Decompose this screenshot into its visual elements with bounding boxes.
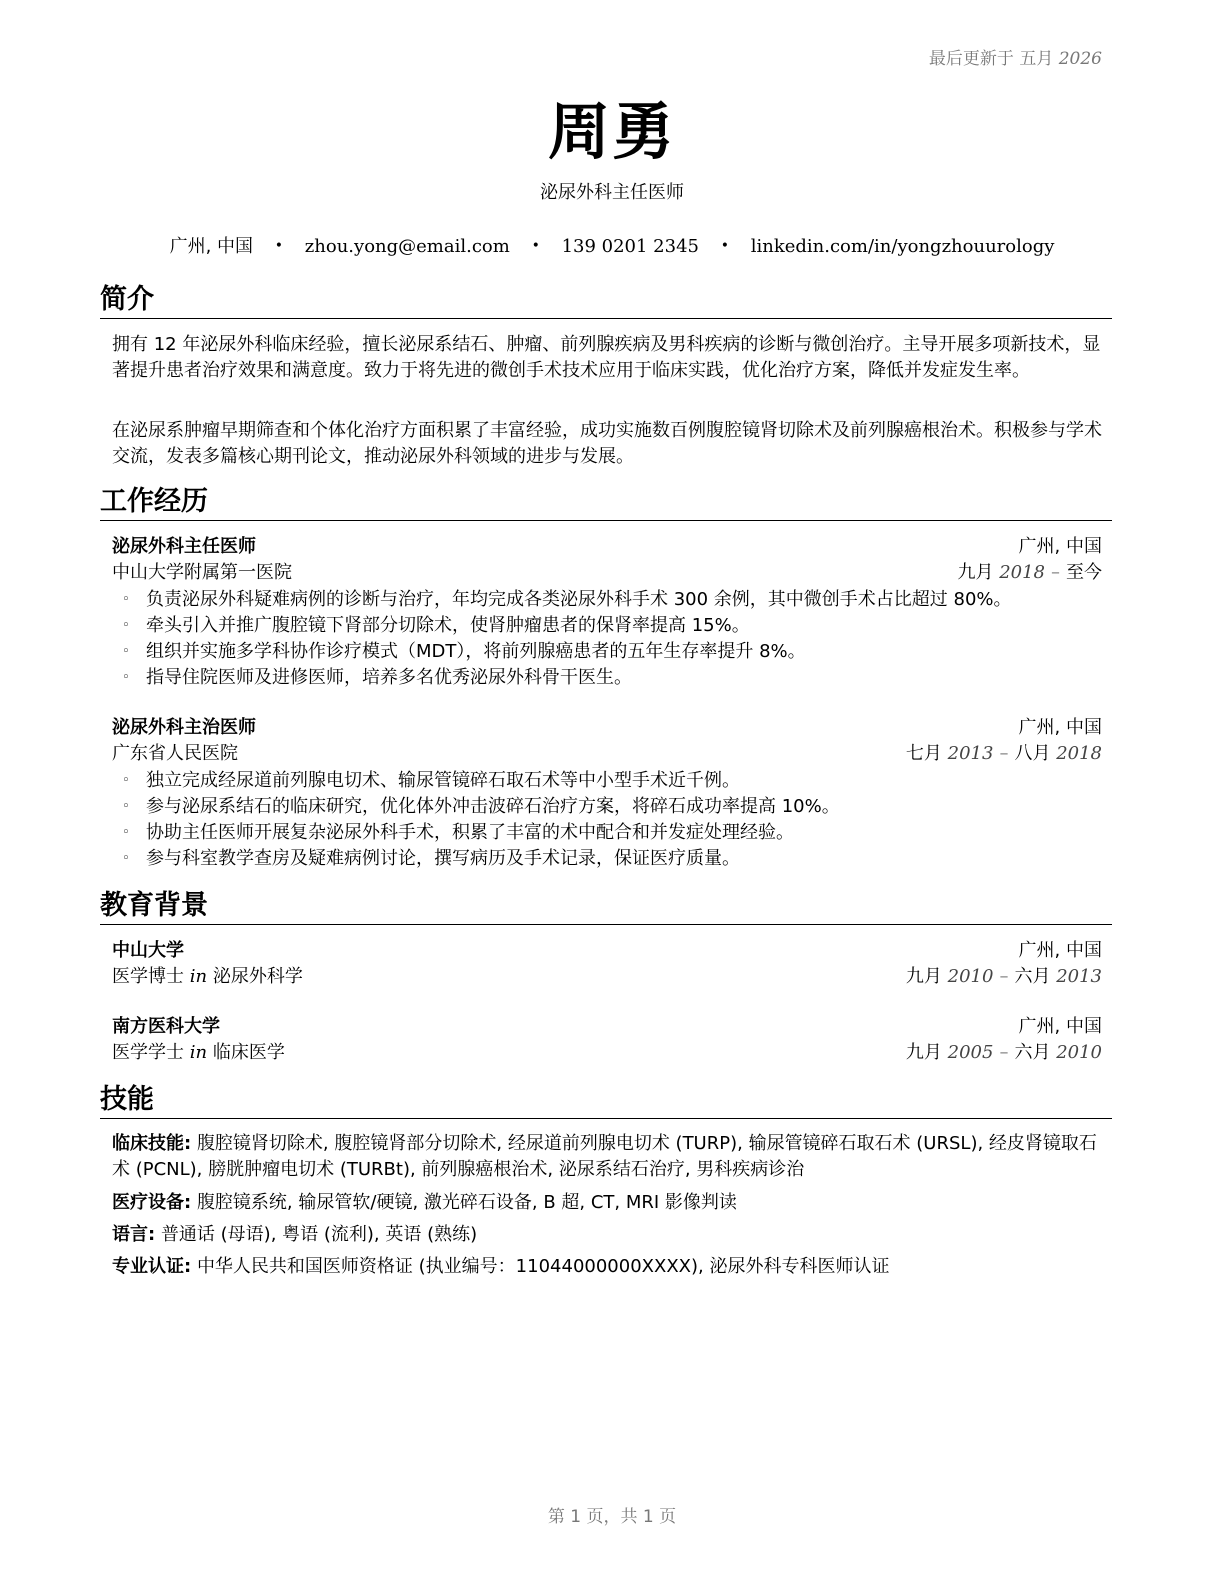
bullet-icon: ◦ — [122, 773, 130, 788]
bullet-text: 牵头引入并推广腹腔镜下肾部分切除术，使肾肿瘤患者的保肾率提高 15%。 — [146, 615, 750, 636]
section-title-education: 教育背景 — [100, 889, 1112, 925]
job-start-year: 2018 — [999, 562, 1045, 583]
list-item — [112, 846, 1102, 872]
bullet-text: 独立完成经尿道前列腺电切术、输尿管镜碎石取石术等中小型手术近千例。 — [146, 770, 740, 791]
job-end: 至今 — [1066, 562, 1102, 583]
contact-linkedin-link[interactable]: linkedin.com/in/yongzhouurology — [750, 236, 1055, 257]
skill-value: 腹腔镜系统, 输尿管软/硬镜, 激光碎石设备, B 超, CT, MRI 影像判读 — [196, 1192, 737, 1213]
skill-value: 腹腔镜肾切除术, 腹腔镜肾部分切除术, 经尿道前列腺电切术 (TURP), 输尿管镜碎石取石术 (URSL), 经皮肾镜取石术 (PCNL), 膀胱肿瘤电切术 (TURBt), 前列腺癌根治术, 泌尿系结石治疗, 男科疾病诊治 — [112, 1133, 1097, 1180]
contact-line — [0, 232, 1224, 258]
skill-key: 语言: — [112, 1224, 156, 1245]
job-start-year: 2013 — [947, 743, 994, 764]
school-degree: 医学学士 — [112, 1042, 184, 1063]
job-subheader — [112, 560, 1102, 586]
list-item — [112, 794, 1102, 820]
section-title-experience: 工作经历 — [100, 485, 1112, 521]
school-start-month: 九月 — [905, 966, 942, 987]
job-dates — [957, 560, 1102, 586]
job-start-month: 七月 — [905, 743, 942, 764]
job-bullets — [112, 587, 1102, 691]
contact-separator: • — [720, 238, 729, 254]
skill-row — [112, 1254, 1104, 1280]
job-end: 八月 — [1014, 743, 1051, 764]
bullet-icon: ◦ — [122, 618, 130, 633]
bullet-text: 负责泌尿外科疑难病例的诊断与治疗，年均完成各类泌尿外科手术 300 余例，其中微创手术占比超过 80%。 — [146, 589, 1012, 610]
job-subheader — [112, 741, 1102, 767]
contact-phone[interactable]: 139 0201 2345 — [561, 236, 699, 257]
bullet-icon: ◦ — [122, 644, 130, 659]
school-dates — [906, 1040, 1102, 1066]
school-field: 泌尿外科学 — [212, 966, 303, 987]
school-dates — [906, 964, 1102, 990]
skill-row — [112, 1131, 1104, 1183]
school-subheader — [112, 964, 1102, 990]
bullet-text: 参与科室教学查房及疑难病例讨论，撰写病历及手术记录，保证医疗质量。 — [146, 848, 740, 869]
job-position: 泌尿外科主治医师 — [112, 717, 256, 738]
contact-separator: • — [274, 238, 284, 254]
section-title-skills: 技能 — [100, 1083, 1112, 1119]
job-employer: 中山大学附属第一医院 — [112, 562, 292, 583]
school-subheader — [112, 1040, 1102, 1066]
date-dash: – — [999, 966, 1009, 987]
skill-value: 普通话 (母语), 粤语 (流利), 英语 (熟练) — [160, 1224, 478, 1245]
school-start-year: 2010 — [947, 966, 994, 987]
school-end-year: 2013 — [1056, 966, 1102, 987]
school-name: 南方医科大学 — [112, 1016, 220, 1037]
skill-row — [112, 1190, 1104, 1216]
school-location: 广州, 中国 — [1018, 1016, 1102, 1037]
summary-paragraph: 拥有 12 年泌尿外科临床经验，擅长泌尿系结石、肿瘤、前列腺疾病及男科疾病的诊断与微创治疗。主导开展多项新技术，显著提升患者治疗效果和满意度。致力于将先进的微创手术技术应用于临床实践，优化治疗方案，降低并发症发生率。 — [112, 334, 1101, 381]
job-end-year: 2018 — [1056, 743, 1102, 764]
summary-paragraph: 在泌尿系肿瘤早期筛查和个体化治疗方面积累了丰富经验，成功实施数百例腹腔镜肾切除术及前列腺癌根治术。积极参与学术交流，发表多篇核心期刊论文，推动泌尿外科领域的进步与发展。 — [112, 420, 1102, 467]
skill-key: 临床技能: — [112, 1133, 192, 1154]
bullet-text: 组织并实施多学科协作诊疗模式（MDT），将前列腺癌患者的五年生存率提升 8%。 — [146, 641, 806, 662]
job-dates — [906, 741, 1102, 767]
person-name: 周勇 — [547, 95, 676, 168]
school-header — [112, 1014, 1102, 1040]
bullet-icon: ◦ — [122, 592, 130, 607]
section-title-summary: 简介 — [100, 283, 1112, 319]
school-degree: 医学博士 — [112, 966, 184, 987]
bullet-icon: ◦ — [122, 851, 130, 866]
job-employer: 广东省人民医院 — [112, 743, 238, 764]
skill-row — [112, 1222, 1104, 1248]
school-start-year: 2005 — [947, 1042, 994, 1063]
job-position: 泌尿外科主任医师 — [112, 536, 256, 557]
bullet-text: 参与泌尿系结石的临床研究，优化体外冲击波碎石治疗方案，将碎石成功率提高 10%。 — [146, 796, 840, 817]
school-start-month: 九月 — [905, 1042, 942, 1063]
in-word: in — [189, 966, 208, 987]
contact-separator: • — [531, 238, 540, 254]
date-dash: – — [1051, 562, 1060, 583]
list-item — [112, 639, 1102, 665]
school-end-month: 六月 — [1014, 1042, 1051, 1063]
list-item — [112, 768, 1102, 794]
bullet-icon: ◦ — [122, 799, 130, 814]
school-location: 广州, 中国 — [1018, 940, 1102, 961]
last-updated-prefix: 最后更新于 — [928, 49, 1014, 69]
list-item — [112, 587, 1102, 613]
school-field: 临床医学 — [212, 1042, 285, 1063]
job-header — [112, 534, 1102, 560]
bullet-text: 协助主任医师开展复杂泌尿外科手术，积累了丰富的术中配合和并发症处理经验。 — [146, 822, 794, 843]
list-item — [112, 665, 1102, 691]
last-updated — [929, 44, 1102, 69]
school-degree-line — [112, 1040, 285, 1066]
date-dash: – — [999, 743, 1009, 764]
school-name: 中山大学 — [112, 940, 184, 961]
skill-value: 中华人民共和国医师资格证 (执业编号：11044000000XXXX), 泌尿外科专科医师认证 — [196, 1256, 890, 1277]
contact-email-link[interactable]: zhou.yong@email.com — [304, 236, 510, 257]
job-header — [112, 715, 1102, 741]
list-item — [112, 613, 1102, 639]
bullet-icon: ◦ — [122, 670, 130, 685]
in-word: in — [189, 1042, 208, 1063]
headline: 泌尿外科主任医师 — [540, 182, 684, 203]
job-location: 广州, 中国 — [1018, 717, 1102, 738]
bullet-text: 指导住院医师及进修医师，培养多名优秀泌尿外科骨干医生。 — [146, 667, 632, 688]
page-number: 第 1 页，共 1 页 — [547, 1507, 677, 1527]
school-end-year: 2010 — [1056, 1042, 1102, 1063]
date-dash: – — [999, 1042, 1009, 1063]
skill-key: 医疗设备: — [112, 1192, 192, 1213]
job-bullets — [112, 768, 1102, 872]
contact-location: 广州, 中国 — [169, 236, 254, 257]
job-start-month: 九月 — [957, 562, 994, 583]
bullet-icon: ◦ — [122, 825, 130, 840]
last-updated-year: 2026 — [1058, 49, 1102, 69]
job-location: 广州, 中国 — [1018, 536, 1102, 557]
list-item — [112, 820, 1102, 846]
last-updated-month: 五月 — [1019, 49, 1054, 69]
school-degree-line — [112, 964, 303, 990]
school-header — [112, 938, 1102, 964]
skill-key: 专业认证: — [112, 1256, 192, 1277]
school-end-month: 六月 — [1014, 966, 1051, 987]
